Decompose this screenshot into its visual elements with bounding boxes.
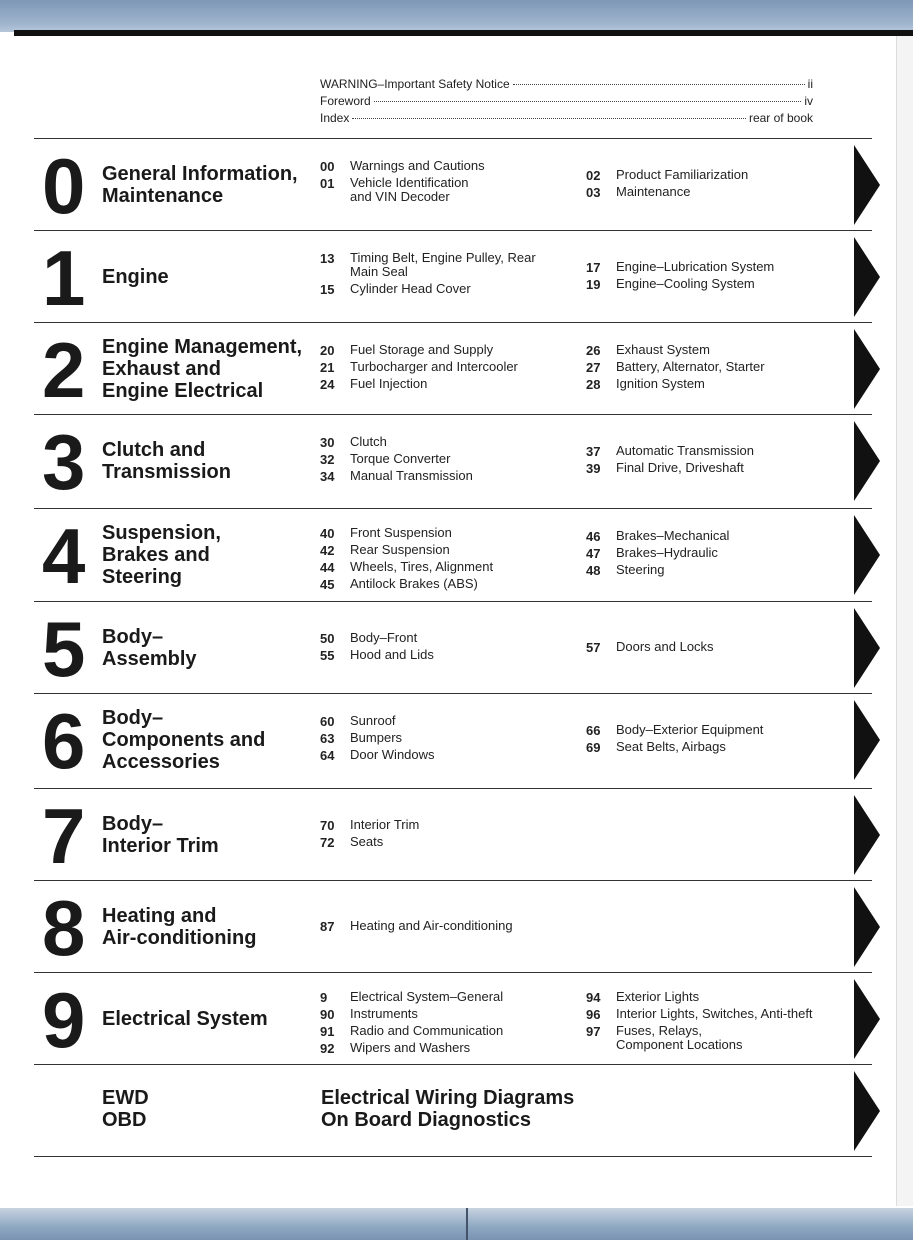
appendix-codes — [102, 1087, 149, 1131]
chapter-link[interactable] — [320, 834, 419, 851]
front-page: iv — [804, 94, 813, 108]
chapter-link[interactable] — [586, 359, 765, 376]
chapter-code: 24 — [320, 377, 335, 392]
chapter-code: 92 — [320, 1041, 335, 1056]
chapter-label: Steering — [616, 562, 665, 577]
chapter-link[interactable] — [320, 175, 485, 206]
chapter-code: 63 — [320, 731, 335, 746]
leader-dots — [352, 118, 746, 119]
chapter-list-left — [320, 434, 473, 485]
chapter-list-right — [586, 259, 774, 293]
chapter-link[interactable] — [586, 739, 763, 756]
chapter-link[interactable] — [320, 630, 434, 647]
chapter-link[interactable] — [586, 722, 763, 739]
chapter-link[interactable] — [320, 376, 518, 393]
appendix-titles — [321, 1087, 574, 1131]
chapter-link[interactable] — [586, 184, 748, 201]
chapter-link[interactable] — [586, 545, 729, 562]
chapter-link[interactable] — [320, 559, 493, 576]
chapter-code: 91 — [320, 1024, 335, 1039]
chapter-link[interactable] — [320, 451, 473, 468]
section-title-line: Body– — [102, 707, 164, 729]
section-number: 8 — [42, 884, 84, 972]
chapter-label: Rear Suspension — [350, 542, 450, 557]
chapter-code: 96 — [586, 1007, 601, 1022]
section-title-line: Interior Trim — [102, 835, 219, 857]
chapter-label: Ignition System — [616, 376, 705, 391]
section-number: 0 — [42, 142, 84, 230]
chapter-code: 66 — [586, 723, 601, 738]
section-tab-arrow-icon[interactable] — [854, 887, 880, 967]
section-title-line: Engine Electrical — [102, 380, 264, 402]
chapter-code: 27 — [586, 360, 601, 375]
chapter-link[interactable] — [586, 562, 729, 579]
section-title-line: Suspension, — [102, 522, 221, 544]
section-tab-arrow-icon[interactable] — [854, 329, 880, 409]
chapter-code: 26 — [586, 343, 601, 358]
chapter-code: 69 — [586, 740, 601, 755]
chapter-list-left — [320, 630, 434, 664]
chapter-link[interactable] — [586, 639, 714, 656]
chapter-link[interactable] — [320, 542, 493, 559]
chapter-label: Body–Front — [350, 630, 418, 645]
appendix-title[interactable]: Electrical Wiring Diagrams — [321, 1087, 575, 1109]
section-title[interactable] — [102, 707, 265, 773]
chapter-code: 01 — [320, 176, 335, 191]
section-title[interactable] — [102, 522, 221, 588]
section-title-line: Heating and — [102, 905, 217, 927]
chapter-label: Doors and Locks — [616, 639, 714, 654]
section-0 — [34, 138, 872, 231]
chapter-list-right — [586, 342, 765, 393]
chapter-code: 00 — [320, 159, 335, 174]
chapter-code: 47 — [586, 546, 601, 561]
chapter-label: Vehicle Identification and VIN Decoder — [350, 175, 469, 204]
chapter-code: 21 — [320, 360, 335, 375]
front-label: WARNING–Important Safety Notice — [320, 77, 510, 91]
chapter-link[interactable] — [586, 460, 754, 477]
front-label: Index — [320, 111, 350, 125]
chapter-label: Electrical System–General — [350, 989, 504, 1004]
section-5 — [34, 601, 872, 694]
chapter-list-right — [586, 528, 729, 579]
section-2 — [34, 322, 872, 415]
section-3 — [34, 414, 872, 507]
section-number: 5 — [42, 605, 84, 693]
chapter-list-left — [320, 918, 513, 935]
chapter-label: Turbocharger and Intercooler — [350, 359, 518, 374]
chapter-code: 42 — [320, 543, 335, 558]
section-title-line: Transmission — [102, 461, 231, 483]
front-label: Foreword — [320, 94, 371, 108]
section-title[interactable] — [102, 266, 169, 288]
chapter-code: 40 — [320, 526, 335, 541]
section-title-line: Exhaust and — [102, 358, 221, 380]
chapter-link[interactable] — [586, 528, 729, 545]
section-title-line: Clutch and — [102, 439, 206, 461]
chapter-link[interactable] — [320, 713, 435, 730]
front-row-foreword[interactable] — [320, 94, 813, 111]
front-page: rear of book — [748, 111, 813, 125]
section-8 — [34, 880, 872, 973]
chapter-label: Brakes–Hydraulic — [616, 545, 718, 560]
chapter-code: 57 — [586, 640, 601, 655]
chapter-code: 30 — [320, 435, 335, 450]
chapter-link[interactable] — [320, 468, 473, 485]
chapter-link[interactable] — [320, 1006, 503, 1023]
chapter-code: 19 — [586, 277, 601, 292]
chapter-link[interactable] — [320, 250, 536, 281]
chapter-label: Wheels, Tires, Alignment — [350, 559, 494, 574]
chapter-link[interactable] — [320, 1023, 503, 1040]
chapter-link[interactable] — [320, 281, 536, 298]
section-number: 6 — [42, 697, 84, 785]
chapter-list-left — [320, 342, 518, 393]
chapter-code: 37 — [586, 444, 601, 459]
chapter-link[interactable] — [320, 817, 419, 834]
section-title[interactable] — [102, 1008, 268, 1030]
section-tab-arrow-icon[interactable] — [854, 515, 880, 595]
chapter-code: 90 — [320, 1007, 335, 1022]
chapter-list-left — [320, 525, 493, 593]
chapter-label: Heating and Air-conditioning — [350, 918, 513, 933]
chapter-label: Antilock Brakes (ABS) — [350, 576, 478, 591]
chapter-list-left — [320, 817, 419, 851]
section-number: 7 — [42, 792, 84, 880]
section-7 — [34, 788, 872, 881]
chapter-link[interactable] — [320, 158, 485, 175]
chapter-label: Body–Exterior Equipment — [616, 722, 764, 737]
chapter-label: Instruments — [350, 1006, 418, 1021]
section-number: 2 — [42, 326, 84, 414]
chapter-link[interactable] — [320, 576, 493, 593]
chapter-label: Fuel Storage and Supply — [350, 342, 494, 357]
chapter-code: 03 — [586, 185, 601, 200]
section-tab-arrow-icon[interactable] — [854, 700, 880, 780]
section-tab-arrow-icon[interactable] — [854, 1071, 880, 1151]
section-title-line: General Information, — [102, 163, 298, 185]
section-number: 9 — [42, 976, 84, 1064]
top-rule — [14, 30, 913, 36]
chapter-list-right — [586, 167, 748, 201]
chapter-label: Bumpers — [350, 730, 403, 745]
chapter-link[interactable] — [586, 167, 748, 184]
chapter-link[interactable] — [320, 434, 473, 451]
chapter-code: 72 — [320, 835, 335, 850]
chapter-label: Interior Trim — [350, 817, 420, 832]
chapter-label: Clutch — [350, 434, 387, 449]
chapter-code: 13 — [320, 251, 335, 266]
chapter-link[interactable] — [586, 1023, 813, 1054]
chapter-link[interactable] — [320, 989, 503, 1006]
chapter-label: Torque Converter — [350, 451, 451, 466]
chapter-code: 17 — [586, 260, 601, 275]
chapter-label: Exterior Lights — [616, 989, 700, 1004]
section-title[interactable] — [102, 336, 302, 402]
chapter-link[interactable] — [320, 747, 435, 764]
section-tab-arrow-icon[interactable] — [854, 421, 880, 501]
section-title[interactable] — [102, 905, 256, 949]
chapter-label: Seat Belts, Airbags — [616, 739, 726, 754]
chapter-label: Front Suspension — [350, 525, 452, 540]
band-tick — [466, 1208, 468, 1240]
section-title-line: Electrical System — [102, 1008, 268, 1030]
chapter-code: 32 — [320, 452, 335, 467]
chapter-link[interactable] — [586, 376, 765, 393]
section-title[interactable] — [102, 626, 197, 670]
appendix-title[interactable]: On Board Diagnostics — [321, 1109, 532, 1131]
chapter-label: Battery, Alternator, Starter — [616, 359, 765, 374]
chapter-label: Radio and Communication — [350, 1023, 504, 1038]
chapter-code: 34 — [320, 469, 335, 484]
chapter-code: 64 — [320, 748, 335, 763]
section-9 — [34, 972, 872, 1065]
chapter-label: Engine–Cooling System — [616, 276, 755, 291]
chapter-list-left — [320, 158, 485, 206]
chapter-label: Fuel Injection — [350, 376, 428, 391]
section-tab-arrow-icon[interactable] — [854, 608, 880, 688]
chapter-list-left — [320, 713, 435, 764]
front-page: ii — [807, 77, 813, 91]
section-1 — [34, 230, 872, 323]
section-6 — [34, 693, 872, 786]
chapter-label: Warnings and Cautions — [350, 158, 485, 173]
chapter-link[interactable] — [320, 359, 518, 376]
leader-dots — [513, 84, 805, 85]
chapter-code: 9 — [320, 990, 328, 1005]
chapter-code: 15 — [320, 282, 335, 297]
chapter-list-right — [586, 722, 763, 756]
section-title[interactable] — [102, 163, 298, 207]
front-row-index[interactable] — [320, 111, 813, 128]
section-title[interactable] — [102, 813, 219, 857]
bottom-rule — [34, 1156, 872, 1157]
front-matter — [320, 77, 813, 128]
section-appendix — [34, 1064, 872, 1157]
chapter-link[interactable] — [320, 1040, 503, 1057]
section-number: 3 — [42, 418, 84, 506]
chapter-link[interactable] — [320, 647, 434, 664]
chapter-list-right — [586, 639, 714, 656]
section-title-line: Accessories — [102, 751, 220, 773]
chapter-code: 44 — [320, 560, 335, 575]
chapter-label: Seats — [350, 834, 384, 849]
chapter-code: 02 — [586, 168, 601, 183]
section-tab-arrow-icon[interactable] — [854, 979, 880, 1059]
section-tab-arrow-icon[interactable] — [854, 795, 880, 875]
bottom-scan-band — [0, 1208, 913, 1240]
chapter-code: 94 — [586, 990, 601, 1005]
chapter-label: Maintenance — [616, 184, 691, 199]
appendix-code: EWD — [102, 1087, 149, 1109]
chapter-label: Sunroof — [350, 713, 396, 728]
chapter-code: 55 — [320, 648, 335, 663]
section-title-line: Brakes and — [102, 544, 210, 566]
chapter-code: 48 — [586, 563, 601, 578]
section-title-line: Engine Management, — [102, 336, 303, 358]
chapter-link[interactable] — [586, 1006, 813, 1023]
chapter-list-left — [320, 989, 503, 1057]
section-title-line: Body– — [102, 813, 164, 835]
chapter-label: Product Familiarization — [616, 167, 749, 182]
section-title-line: Assembly — [102, 648, 197, 670]
appendix-code: OBD — [102, 1109, 147, 1131]
section-title[interactable] — [102, 439, 231, 483]
chapter-link[interactable] — [320, 342, 518, 359]
chapter-link[interactable] — [320, 918, 513, 935]
chapter-label: Engine–Lubrication System — [616, 259, 775, 274]
chapter-code: 28 — [586, 377, 601, 392]
chapter-code: 87 — [320, 919, 335, 934]
right-edge-strip — [896, 36, 913, 1206]
section-tab-arrow-icon[interactable] — [854, 145, 880, 225]
section-4 — [34, 508, 872, 601]
chapter-code: 50 — [320, 631, 335, 646]
chapter-link[interactable] — [586, 342, 765, 359]
chapter-label: Wipers and Washers — [350, 1040, 471, 1055]
chapter-label: Automatic Transmission — [616, 443, 754, 458]
chapter-code: 70 — [320, 818, 335, 833]
section-number: 4 — [42, 512, 84, 600]
chapter-code: 46 — [586, 529, 601, 544]
chapter-label: Door Windows — [350, 747, 435, 762]
chapter-label: Hood and Lids — [350, 647, 434, 662]
chapter-label: Timing Belt, Engine Pulley, Rear Main Seal — [350, 250, 536, 279]
section-tab-arrow-icon[interactable] — [854, 237, 880, 317]
section-title-line: Engine — [102, 266, 169, 288]
section-title-line: Body– — [102, 626, 164, 648]
chapter-list-right — [586, 989, 813, 1054]
chapter-label: Cylinder Head Cover — [350, 281, 471, 296]
chapter-link[interactable] — [320, 730, 435, 747]
chapter-label: Interior Lights, Switches, Anti-theft — [616, 1006, 813, 1021]
section-title-line: Steering — [102, 566, 183, 588]
top-scan-band — [0, 0, 913, 32]
chapter-code: 97 — [586, 1024, 601, 1039]
section-number: 1 — [42, 234, 84, 322]
chapter-link[interactable] — [586, 259, 774, 276]
chapter-link[interactable] — [586, 989, 813, 1006]
front-row-warning[interactable] — [320, 77, 813, 94]
leader-dots — [374, 101, 802, 102]
chapter-code: 60 — [320, 714, 335, 729]
chapter-list-left — [320, 250, 536, 298]
section-title-line: Components and — [102, 729, 266, 751]
chapter-label: Brakes–Mechanical — [616, 528, 730, 543]
chapter-link[interactable] — [586, 443, 754, 460]
chapter-link[interactable] — [586, 276, 774, 293]
chapter-list-right — [586, 443, 754, 477]
chapter-link[interactable] — [320, 525, 493, 542]
chapter-label: Fuses, Relays, Component Locations — [616, 1023, 743, 1052]
chapter-label: Exhaust System — [616, 342, 710, 357]
chapter-code: 45 — [320, 577, 335, 592]
section-title-line: Air-conditioning — [102, 927, 257, 949]
section-title-line: Maintenance — [102, 185, 224, 207]
chapter-code: 39 — [586, 461, 601, 476]
chapter-code: 20 — [320, 343, 335, 358]
chapter-label: Final Drive, Driveshaft — [616, 460, 744, 475]
chapter-label: Manual Transmission — [350, 468, 473, 483]
